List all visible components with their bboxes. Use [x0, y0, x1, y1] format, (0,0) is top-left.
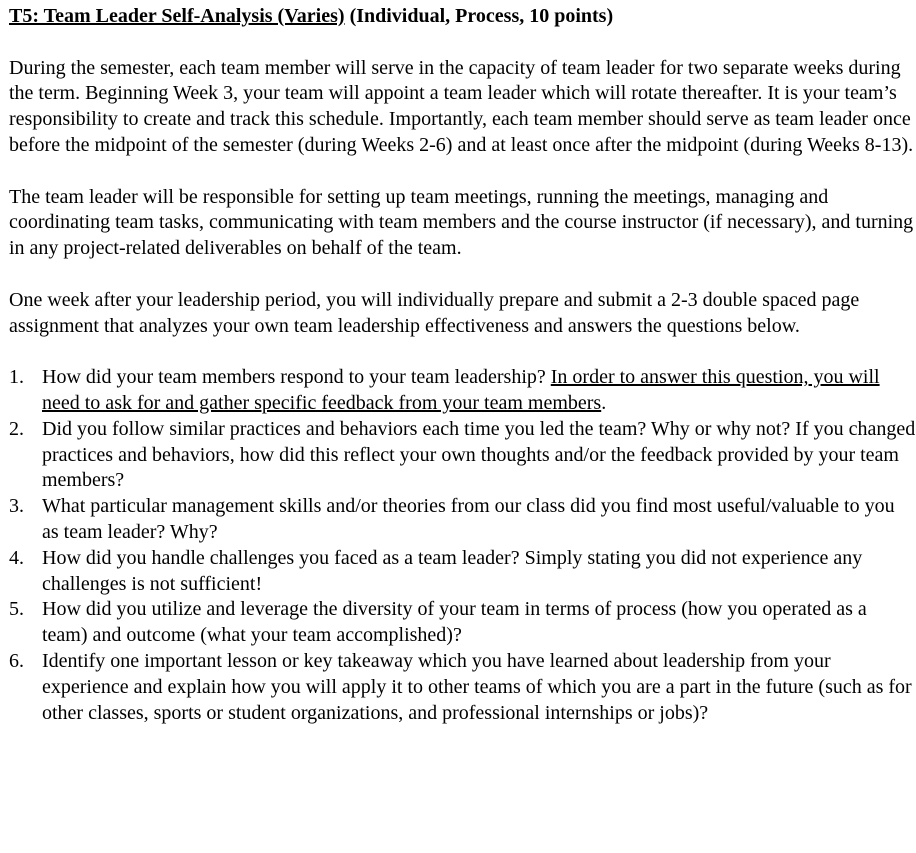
question-text: What particular management skills and/or theories from our class did you find most useful/valuable to you as team leader? Why?	[42, 495, 895, 543]
question-item	[9, 365, 916, 417]
spacer	[9, 262, 916, 288]
question-list	[9, 365, 916, 726]
spacer	[9, 339, 916, 365]
question-text: How did you utilize and leverage the diversity of your team in terms of process (how you operated as a team) and outcome (what your team accomplished)?	[42, 598, 867, 647]
responsibilities-paragraph: The team leader will be responsible for setting up team meetings, running the meetings, managing and coordinating team tasks, communicating with team members and the course instructor (if necessary), and turning in any project-related deliverables on behalf of the team.	[9, 185, 914, 260]
question-number: 1.	[9, 366, 24, 389]
spacer	[9, 159, 916, 185]
spacer	[9, 30, 916, 56]
question-text: How did your team members respond to your team leadership?	[42, 366, 551, 389]
question-item	[9, 546, 916, 598]
question-text: How did you handle challenges you faced as a team leader? Simply stating you did not experience any challenges is not sufficient!	[42, 546, 863, 595]
assignment-subtitle: (Individual, Process, 10 points)	[344, 5, 614, 27]
intro-paragraph: During the semester, each team member will serve in the capacity of team leader for two separate weeks during the term. Beginning Week 3, your team will appoint a team leader which will rotate thereafter. It is your team’s responsibility to create and track this schedule. Importantly, each team member should serve as team leader once before the midpoint of the semester (during Weeks 2-6) and at least once after the midpoint (during Weeks 8-13).	[9, 56, 914, 156]
question-period: .	[601, 391, 607, 414]
question-number: 5.	[9, 598, 24, 621]
question-item	[9, 417, 916, 494]
question-text: Did you follow similar practices and behaviors each time you led the team? Why or why not? If you changed practices and behaviors, how did this reflect your own thoughts and/or the feedback provided by your team members?	[42, 417, 916, 492]
question-number: 6.	[9, 649, 24, 672]
question-text: Identify one important lesson or key takeaway which you have learned about leadership from your experience and explain how you will apply it to other teams of which you are a part in the future (such as for other classes, sports or student organizations, and professional internships or jobs)?	[42, 649, 912, 724]
assignment-heading	[9, 4, 916, 30]
question-number: 4.	[9, 546, 24, 569]
question-emphasis: In order to answer this question, you will need to ask for and gather specific feedback from your team members	[42, 366, 880, 414]
question-item	[9, 494, 916, 546]
question-number: 2.	[9, 417, 24, 440]
question-item	[9, 649, 916, 726]
assignment-title: T5: Team Leader Self-Analysis (Varies)	[9, 5, 345, 27]
question-number: 3.	[9, 495, 24, 518]
submission-paragraph: One week after your leadership period, you will individually prepare and submit a 2-3 double spaced page assignment that analyzes your own team leadership effectiveness and answers the questions below.	[9, 288, 860, 337]
question-item	[9, 597, 916, 649]
